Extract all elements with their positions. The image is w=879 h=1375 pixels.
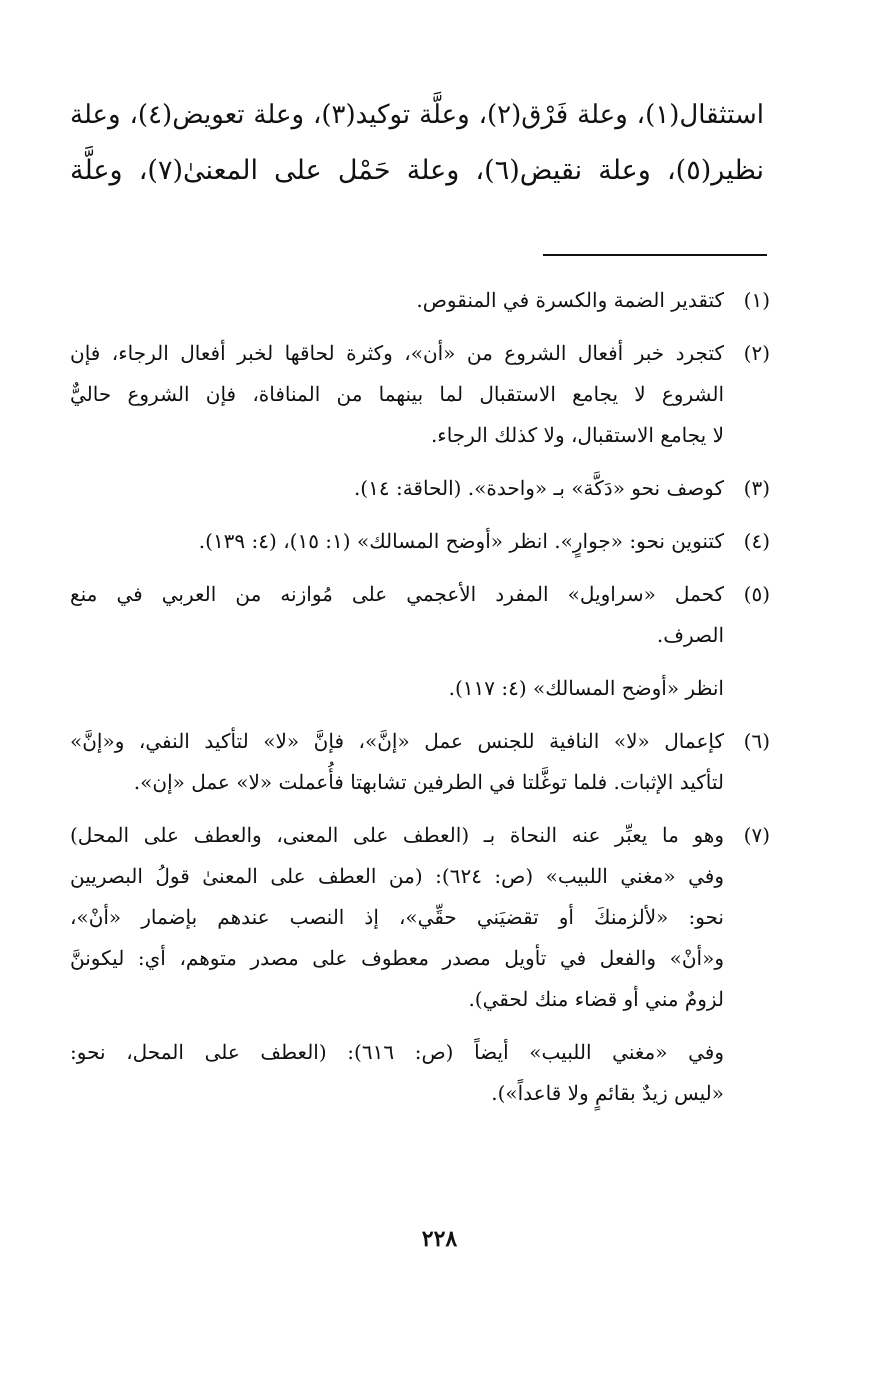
footnote-number: (٧) bbox=[743, 823, 770, 847]
footnote-line: كحمل «سراويل» المفرد الأعجمي على مُوازنه من العربي في منع bbox=[70, 582, 724, 606]
footnote-line: كتجرد خبر أفعال الشروع من «أن»، وكثرة لحاقها لخبر أفعال الرجاء، فإن bbox=[70, 341, 724, 365]
footnote-line: لزومٌ مني أو قضاء منك لحقي). bbox=[468, 987, 724, 1011]
main-text-line: استثقال(١)، وعلة فَرْق(٢)، وعلَّة توكيد(٣)، وعلة تعويض(٤)، وعلة bbox=[70, 100, 764, 130]
footnote-line: الشروع لا يجامع الاستقبال لما بينهما من المنافاة، فإن الشروع حاليٌّ bbox=[70, 382, 724, 406]
footnote-text bbox=[70, 1032, 724, 1114]
footnote-number: (٣) bbox=[743, 476, 770, 500]
page-number: ٢٢٨ bbox=[421, 1226, 458, 1252]
footnote-text bbox=[70, 521, 724, 562]
footnote-line: الصرف. bbox=[656, 623, 724, 647]
footnote-1 bbox=[70, 280, 770, 321]
footnote-number: (١) bbox=[743, 288, 770, 312]
footnote-number: (٤) bbox=[743, 529, 770, 553]
footnote-text bbox=[70, 668, 724, 709]
footnote-line: وفي «مغني اللبيب» أيضاً (ص: ٦١٦): (العطف على المحل، نحو: bbox=[70, 1040, 724, 1064]
footnote-line: انظر «أوضح المسالك» (٤: ١١٧). bbox=[448, 676, 724, 700]
footnote-line: و«أنْ» والفعل في تأويل مصدر معطوف على مصدر متوهم، أي: ليكوننَّ bbox=[70, 946, 724, 970]
footnote-text bbox=[70, 468, 724, 509]
footnote-line: كإعمال «لا» النافية للجنس عمل «إنَّ»، فإنَّ «لا» لتأكيد النفي، و«إنَّ» bbox=[70, 729, 724, 753]
footnote-text bbox=[70, 815, 724, 1020]
footnote-5 bbox=[70, 574, 770, 656]
footnote-line: نحو: «لألزمنكَ أو تقضيَني حقِّي»، إذ النصب عندهم بإضمار «أنْ»، bbox=[70, 905, 724, 929]
footnote-line: لا يجامع الاستقبال، ولا كذلك الرجاء. bbox=[430, 423, 724, 447]
footnote-text bbox=[70, 280, 724, 321]
footnote-line: كتنوين نحو: «جوارٍ». انظر «أوضح المسالك» (١: ١٥)، (٤: ١٣٩). bbox=[198, 529, 724, 553]
footnote-line: كتقدير الضمة والكسرة في المنقوص. bbox=[416, 288, 724, 312]
footnote-text bbox=[70, 574, 724, 656]
footnote-5-reference bbox=[70, 668, 724, 709]
footnote-6 bbox=[70, 721, 770, 803]
footnote-4 bbox=[70, 521, 770, 562]
footnote-3 bbox=[70, 468, 770, 509]
footnote-text bbox=[70, 333, 724, 456]
footnotes bbox=[70, 280, 770, 1126]
footnote-line: «ليس زيدٌ بقائمٍ ولا قاعداً»). bbox=[491, 1081, 724, 1105]
footnote-line: كوصف نحو «دَكَّة» بـ «واحدة». (الحاقة: ١٤). bbox=[353, 476, 724, 500]
footnote-number: (٥) bbox=[743, 582, 770, 606]
footnote-text bbox=[70, 721, 724, 803]
footnote-separator-rule bbox=[543, 254, 767, 256]
footnote-7-continuation bbox=[70, 1032, 724, 1114]
footnote-line: لتأكيد الإثبات. فلما توغَّلتا في الطرفين تشابهتا فأُعملت «لا» عمل «إن». bbox=[133, 770, 724, 794]
main-text bbox=[70, 88, 764, 198]
footnote-7 bbox=[70, 815, 770, 1020]
main-text-line: نظير(٥)، وعلة نقيض(٦)، وعلة حَمْل على المعنىٰ(٧)، وعلَّة bbox=[70, 155, 764, 186]
footnote-line: وهو ما يعبِّر عنه النحاة بـ (العطف على المعنى، والعطف على المحل) bbox=[70, 823, 724, 847]
footnote-line: وفي «مغني اللبيب» (ص: ٦٢٤): (من العطف على المعنىٰ قولُ البصريين bbox=[70, 864, 724, 888]
footnote-number: (٢) bbox=[743, 341, 770, 365]
footnote-number: (٦) bbox=[743, 729, 770, 753]
footnote-2 bbox=[70, 333, 770, 456]
